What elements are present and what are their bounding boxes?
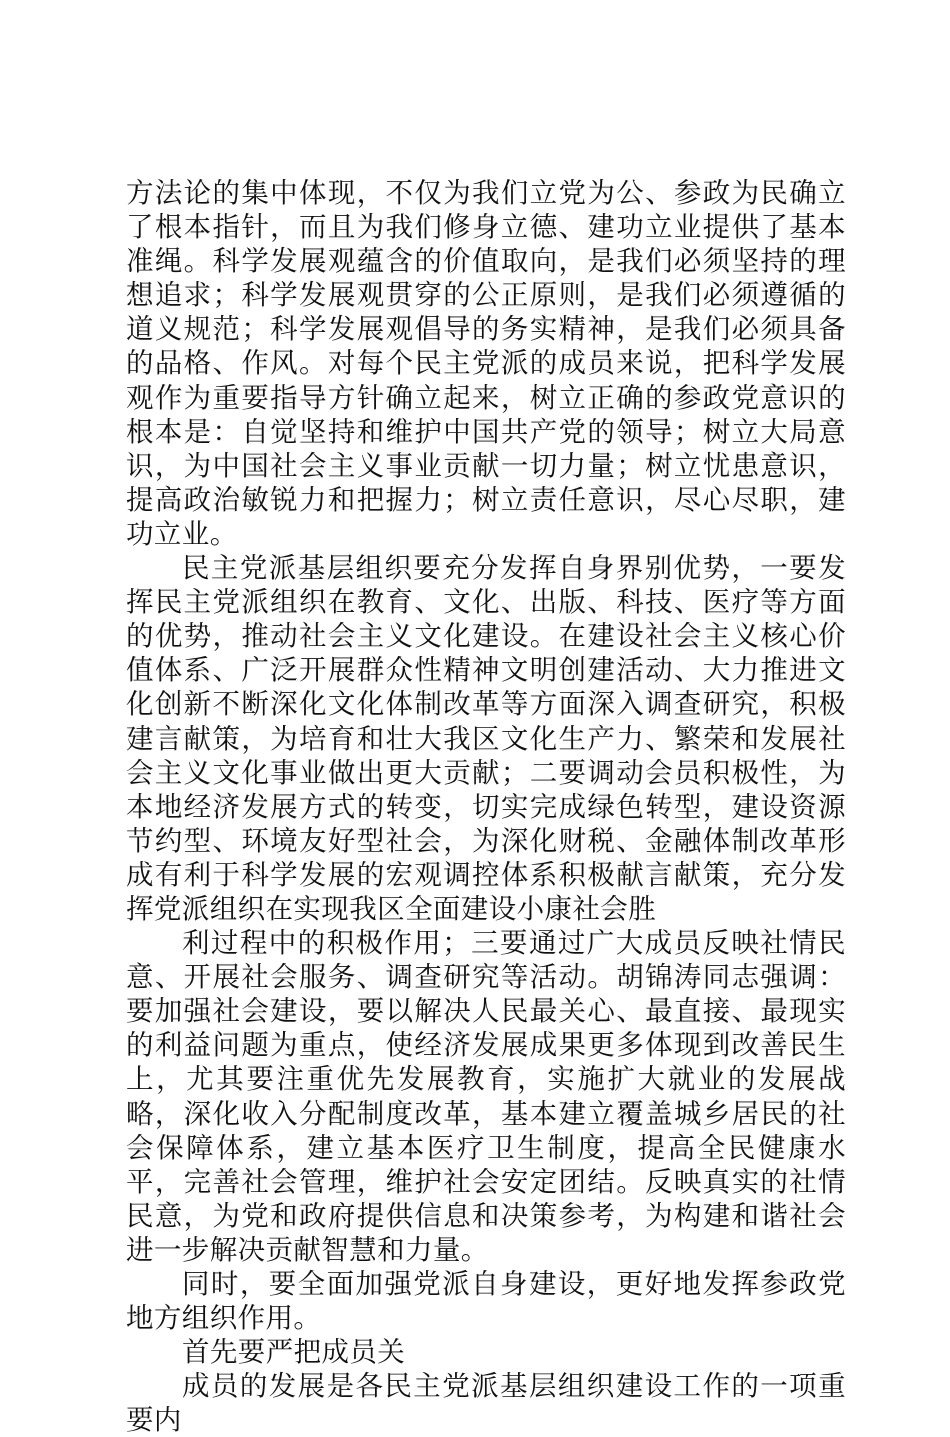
paragraph-1: 方法论的集中体现，不仅为我们立党为公、参政为民确立了根本指针，而且为我们修身立德、建功立业提供了基本准绳。科学发展观蕴含的价值取向，是我们必须坚持的理想追求；科学发展观贯穿的公正原则，是我们必须遵循的道义规范；科学发展观倡导的务实精神，是我们必须具备的品格、作风。对每个民主党派的成员来说，把科学发展观作为重要指导方针确立起来，树立正确的参政党意识的根本是：自觉坚持和维护中国共产党的领导；树立大局意识，为中国社会主义事业贡献一切力量；树立忧患意识，提高政治敏锐力和把握力；树立责任意识，尽心尽职，建功立业。 <box>126 177 846 550</box>
paragraph-6: 成员的发展是各民主党派基层组织建设工作的一项重要内 <box>126 1370 846 1437</box>
paragraph-3: 利过程中的积极作用；三要通过广大成员反映社情民意、开展社会服务、调查研究等活动。胡锦涛同志强调：要加强社会建设，要以解决人民最关心、最直接、最现实的利益问题为重点，使经济发展成果更多体现到改善民生上，尤其要注重优先发展教育，实施扩大就业的发展战略，深化收入分配制度改革，基本建立覆盖城乡居民的社会保障体系，建立基本医疗卫生制度，提高全民健康水平，完善社会管理，维护社会安定团结。反映真实的社情民意，为党和政府提供信息和决策参考，为构建和谐社会进一步解决贡献智慧和力量。 <box>126 927 846 1266</box>
paragraph-2: 民主党派基层组织要充分发挥自身界别优势，一要发挥民主党派组织在教育、文化、出版、科技、医疗等方面的优势，推动社会主义文化建设。在建设社会主义核心价值体系、广泛开展群众性精神文明创建活动、大力推进文化创新不断深化文化体制改革等方面深入调查研究，积极建言献策，为培育和壮大我区文化生产力、繁荣和发展社会主义文化事业做出更大贡献；二要调动会员积极性，为本地经济发展方式的转变，切实完成绿色转型，建设资源节约型、环境友好型社会，为深化财税、金融体制改革形成有利于科学发展的宏观调控体系积极献言献策，充分发挥党派组织在实现我区全面建设小康社会胜 <box>126 552 846 925</box>
document-body <box>126 176 846 1437</box>
paragraph-4: 同时，要全面加强党派自身建设，更好地发挥参政党地方组织作用。 <box>126 1268 846 1335</box>
section-heading: 首先要严把成员关 <box>182 1336 406 1369</box>
